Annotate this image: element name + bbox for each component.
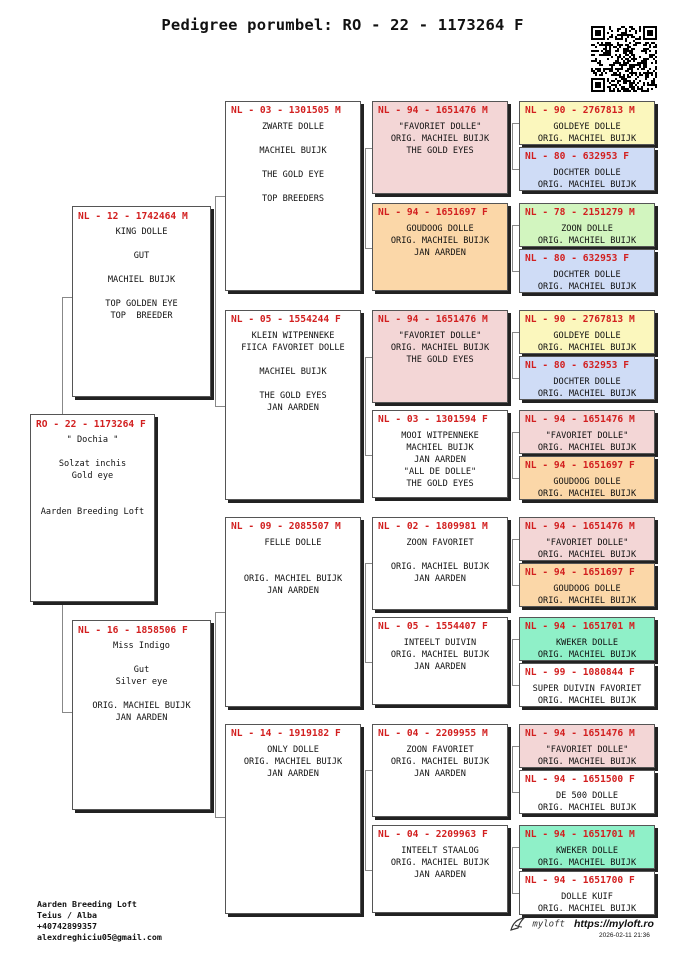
connector-line (512, 585, 519, 586)
ring-number: NL - 94 - 1651700 F (525, 875, 635, 886)
connector-line (365, 770, 372, 771)
detail-line: ZOON FAVORIET (406, 538, 474, 548)
grandparent-card[interactable] (225, 101, 361, 291)
connector-line (512, 893, 519, 894)
detail-line: FELLE DOLLE (264, 538, 322, 548)
detail-line: ORIG. MACHIEL BUIJK (390, 343, 490, 353)
connector-line (512, 332, 513, 378)
connector-line (215, 196, 216, 406)
detail-line (73, 262, 210, 274)
pigeon-details (520, 121, 654, 145)
detail-line (226, 354, 360, 366)
detail-line: Aarden Breeding Loft (40, 507, 145, 517)
detail-line: THE GOLD EYES (406, 355, 474, 365)
detail-line: ORIG. MACHIEL BUIJK (390, 650, 490, 660)
ancestor-card[interactable] (519, 724, 655, 768)
detail-line: MACHIEL BUIJK (259, 367, 327, 377)
connector-line (512, 432, 513, 478)
detail-line: GOLDEYE DOLLE (553, 331, 621, 341)
phone-number[interactable]: +40742899357 (37, 921, 97, 931)
ancestor-card[interactable] (519, 456, 655, 500)
detail-line: ORIG. MACHIEL BUIJK (537, 596, 637, 606)
detail-line: Miss Indigo (113, 641, 170, 651)
connector-line (512, 539, 519, 540)
ring-number: NL - 80 - 632953 F (525, 360, 629, 371)
connector-line (512, 746, 519, 747)
pigeon-details (520, 376, 654, 400)
pigeon-details (520, 223, 654, 247)
connector-line (365, 770, 366, 870)
pigeon-details (373, 330, 507, 366)
dam-details (73, 640, 210, 724)
ring-number: NL - 02 - 1809981 M (378, 521, 488, 532)
pigeon-details (520, 430, 654, 454)
detail-line: "FAVORIET DOLLE" (545, 538, 629, 548)
detail-line: "FAVORIET DOLLE" (398, 122, 482, 132)
connector-line (512, 847, 519, 848)
ring-number: NL - 05 - 1554407 F (378, 621, 488, 632)
ring-number: NL - 94 - 1651476 M (525, 728, 635, 739)
detail-line: Solzat inchis (58, 459, 127, 469)
detail-line: Silver eye (115, 677, 168, 687)
pigeon-details (520, 891, 654, 915)
detail-line (226, 157, 360, 169)
detail-line: KING DOLLE (115, 227, 168, 237)
detail-line: ORIG. MACHIEL BUIJK (537, 236, 637, 246)
detail-line: "FAVORIET DOLLE" (545, 745, 629, 755)
great-grandparent-card[interactable] (372, 101, 508, 194)
pigeon-details (520, 476, 654, 500)
pigeon-details (520, 845, 654, 869)
ring-number: NL - 05 - 1554244 F (231, 314, 341, 325)
pigeon-details (373, 223, 507, 259)
ancestor-card[interactable] (519, 770, 655, 814)
detail-line: ZOON FAVORIET (406, 745, 474, 755)
detail-line: JAN AARDEN (115, 713, 168, 723)
connector-line (512, 639, 519, 640)
detail-line: KLEIN WITPENNEKE (251, 331, 335, 341)
pigeon-details (520, 537, 654, 561)
subject-pigeon-card[interactable] (30, 414, 155, 602)
detail-line: TOP BREEDERS (261, 194, 325, 204)
pigeon-details (226, 744, 360, 780)
detail-line: Gold eye (71, 471, 114, 481)
detail-line: ORIG. MACHIEL BUIJK (537, 858, 637, 868)
pigeon-details (520, 330, 654, 354)
pigeon-details (373, 121, 507, 157)
loft-name: Aarden Breeding Loft (37, 899, 137, 909)
detail-line: ZWARTE DOLLE (261, 122, 325, 132)
detail-line: ORIG. MACHIEL BUIJK (390, 858, 490, 868)
connector-line (512, 378, 519, 379)
detail-line: DOCHTER DOLLE (553, 270, 621, 280)
connector-line (62, 297, 72, 298)
detail-line (226, 378, 360, 390)
detail-line: ONLY DOLLE (267, 745, 319, 755)
detail-line: MACHIEL BUIJK (107, 275, 176, 285)
connector-line (365, 662, 372, 663)
great-grandparent-card[interactable] (372, 617, 508, 705)
connector-line (512, 432, 519, 433)
detail-line: ORIG. MACHIEL BUIJK (537, 696, 637, 706)
pigeon-details (520, 583, 654, 607)
detail-line: INTEELT DUIVIN (403, 638, 477, 648)
detail-line (373, 549, 507, 561)
detail-line: ORIG. MACHIEL BUIJK (537, 443, 637, 453)
great-grandparent-card[interactable] (372, 517, 508, 610)
detail-line: ORIG. MACHIEL BUIJK (537, 803, 637, 813)
connector-line (215, 196, 225, 197)
connector-line (215, 406, 225, 407)
connector-line (512, 169, 519, 170)
detail-line: Gut (133, 665, 150, 675)
detail-line: "FAVORIET DOLLE" (398, 331, 482, 341)
detail-line: ORIG. MACHIEL BUIJK (537, 550, 637, 560)
grandparent-card[interactable] (225, 517, 361, 707)
pigeon-details (226, 121, 360, 205)
detail-line: "ALL DE DOLLE" (403, 467, 477, 477)
connector-line (365, 563, 372, 564)
pigeon-details (520, 683, 654, 707)
detail-line: MACHIEL BUIJK (259, 146, 327, 156)
ring-number: NL - 14 - 1919182 F (231, 728, 341, 739)
connector-line (365, 870, 372, 871)
detail-line (73, 688, 210, 700)
breeder-contact (37, 899, 162, 943)
ancestor-card[interactable] (519, 663, 655, 707)
detail-line: THE GOLD EYES (406, 146, 474, 156)
detail-line: ORIG. MACHIEL BUIJK (537, 489, 637, 499)
qr-code-icon (591, 26, 657, 92)
detail-line: JAN AARDEN (267, 586, 319, 596)
connector-line (215, 817, 225, 818)
detail-line: JAN AARDEN (414, 870, 466, 880)
ring-number: NL - 03 - 1301505 M (231, 105, 341, 116)
pigeon-details (373, 430, 507, 490)
subject-ring-number: RO - 22 - 1173264 F (36, 419, 146, 430)
ancestor-card[interactable] (519, 410, 655, 454)
detail-line (73, 652, 210, 664)
ancestor-card[interactable] (519, 617, 655, 661)
detail-line: KWEKER DOLLE (555, 638, 619, 648)
pigeon-details (226, 537, 360, 597)
detail-line (31, 482, 154, 494)
connector-line (215, 612, 225, 613)
sire-details (73, 226, 210, 322)
ring-number: NL - 94 - 1651476 M (525, 414, 635, 425)
detail-line: ORIG. MACHIEL BUIJK (537, 757, 637, 767)
ring-number: NL - 94 - 1651476 M (525, 521, 635, 532)
detail-line: THE GOLD EYES (259, 391, 327, 401)
detail-line: FIICA FAVORIET DOLLE (241, 343, 345, 353)
great-grandparent-card[interactable] (372, 310, 508, 403)
connector-line (365, 455, 372, 456)
subject-details (31, 434, 154, 518)
great-grandparent-card[interactable] (372, 410, 508, 498)
pigeon-details (373, 744, 507, 780)
ring-number: NL - 09 - 2085507 M (231, 521, 341, 532)
detail-line (226, 181, 360, 193)
sire-ring-number: NL - 12 - 1742464 M (78, 211, 188, 222)
detail-line: ORIG. MACHIEL BUIJK (537, 904, 637, 914)
detail-line (73, 238, 210, 250)
detail-line: MACHIEL BUIJK (406, 443, 474, 453)
pigeon-details (520, 167, 654, 191)
great-grandparent-card[interactable] (372, 203, 508, 291)
ring-number: NL - 04 - 2209963 F (378, 829, 488, 840)
ring-number: NL - 94 - 1651697 F (378, 207, 488, 218)
detail-line: INTEELT STAALOG (401, 846, 479, 856)
detail-line: ORIG. MACHIEL BUIJK (390, 134, 490, 144)
pigeon-details (226, 330, 360, 414)
detail-line: DOCHTER DOLLE (553, 168, 621, 178)
ring-number: NL - 78 - 2151279 M (525, 207, 635, 218)
ring-number: NL - 90 - 2767813 M (525, 105, 635, 116)
detail-line (73, 286, 210, 298)
detail-line: DOLLE KUIF (561, 892, 613, 902)
dam-card[interactable] (72, 620, 211, 810)
connector-line (365, 248, 372, 249)
detail-line: ORIG. MACHIEL BUIJK (390, 757, 490, 767)
ring-number: NL - 94 - 1651697 F (525, 567, 635, 578)
detail-line: ORIG. MACHIEL BUIJK (537, 343, 637, 353)
ancestor-card[interactable] (519, 203, 655, 247)
detail-line: ZOON DOLLE (561, 224, 613, 234)
connector-line (512, 639, 513, 685)
sire-card[interactable] (72, 206, 211, 397)
ring-number: NL - 80 - 632953 F (525, 253, 629, 264)
connector-line (365, 357, 366, 455)
detail-line: GOUDOOG DOLLE (406, 224, 474, 234)
great-grandparent-card[interactable] (372, 724, 508, 817)
generated-timestamp: 2026-02-11 21:36 (599, 932, 650, 939)
detail-line: ORIG. MACHIEL BUIJK (243, 574, 343, 584)
detail-line: "FAVORIET DOLLE" (545, 431, 629, 441)
detail-line: JAN AARDEN (267, 769, 319, 779)
connector-line (512, 123, 519, 124)
detail-line (226, 549, 360, 561)
detail-line: GUT (133, 251, 150, 261)
ring-number: NL - 99 - 1080844 F (525, 667, 635, 678)
detail-line: THE GOLD EYE (261, 170, 325, 180)
pigeon-details (520, 790, 654, 814)
detail-line: GOUDOOG DOLLE (553, 477, 621, 487)
ancestor-card[interactable] (519, 356, 655, 400)
ancestor-card[interactable] (519, 825, 655, 869)
detail-line: GOUDOOG DOLLE (553, 584, 621, 594)
detail-line (226, 561, 360, 573)
connector-line (512, 225, 513, 271)
detail-line: JAN AARDEN (414, 248, 466, 258)
detail-line: JAN AARDEN (414, 769, 466, 779)
connector-line (512, 271, 519, 272)
ring-number: NL - 80 - 632953 F (525, 151, 629, 162)
detail-line (226, 133, 360, 145)
detail-line: ORIG. MACHIEL BUIJK (537, 282, 637, 292)
connector-line (512, 847, 513, 893)
grandparent-card[interactable] (225, 724, 361, 914)
ring-number: NL - 94 - 1651500 F (525, 774, 635, 785)
ring-number: NL - 04 - 2209955 M (378, 728, 488, 739)
connector-line (512, 225, 519, 226)
dam-ring-number: NL - 16 - 1858506 F (78, 625, 188, 636)
detail-line: " Dochia " (66, 435, 119, 445)
detail-line (31, 494, 154, 506)
ancestor-card[interactable] (519, 249, 655, 293)
detail-line: TOP GOLDEN EYE (105, 299, 178, 309)
connector-line (365, 357, 372, 358)
email-address[interactable]: alexdreghiciu05@gmail.com (37, 932, 162, 942)
connector-line (62, 712, 72, 713)
pigeon-logo-icon (509, 915, 527, 933)
connector-line (365, 148, 366, 248)
connector-line (512, 539, 513, 585)
detail-line: ORIG. MACHIEL BUIJK (390, 236, 490, 246)
detail-line: DE 500 DOLLE (555, 791, 619, 801)
detail-line: ORIG. MACHIEL BUIJK (537, 389, 637, 399)
connector-line (365, 148, 372, 149)
detail-line: JAN AARDEN (414, 574, 466, 584)
detail-line: SUPER DUIVIN FAVORIET (532, 684, 642, 694)
detail-line: KWEKER DOLLE (555, 846, 619, 856)
connector-line (365, 563, 366, 662)
detail-line: JAN AARDEN (267, 403, 319, 413)
ancestor-card[interactable] (519, 310, 655, 354)
website-link[interactable]: https://myloft.ro (574, 918, 654, 930)
ring-number: NL - 03 - 1301594 F (378, 414, 488, 425)
pigeon-details (520, 269, 654, 293)
connector-line (512, 123, 513, 169)
ring-number: NL - 94 - 1651701 M (525, 621, 635, 632)
detail-line: THE GOLD EYES (406, 479, 474, 489)
connector-line (512, 478, 519, 479)
ancestor-card[interactable] (519, 101, 655, 145)
loft-location: Teius / Alba (37, 910, 97, 920)
detail-line (31, 446, 154, 458)
detail-line: ORIG. MACHIEL BUIJK (243, 757, 343, 767)
ancestor-card[interactable] (519, 871, 655, 915)
connector-line (512, 792, 519, 793)
pigeon-details (520, 637, 654, 661)
detail-line: MOOI WITPENNEKE (401, 431, 479, 441)
detail-line: JAN AARDEN (414, 662, 466, 672)
detail-line: JAN AARDEN (414, 455, 466, 465)
detail-line: ORIG. MACHIEL BUIJK (537, 180, 637, 190)
connector-line (512, 685, 519, 686)
pigeon-details (373, 637, 507, 673)
grandparent-card[interactable] (225, 310, 361, 500)
detail-line: DOCHTER DOLLE (553, 377, 621, 387)
detail-line: ORIG. MACHIEL BUIJK (92, 701, 191, 711)
connector-line (215, 612, 216, 817)
connector-line (512, 332, 519, 333)
ring-number: NL - 94 - 1651476 M (378, 105, 488, 116)
ring-number: NL - 94 - 1651476 M (378, 314, 488, 325)
detail-line: ORIG. MACHIEL BUIJK (537, 650, 637, 660)
page-title: Pedigree porumbel: RO - 22 - 1173264 F (161, 16, 524, 34)
detail-line: TOP BREEDER (110, 311, 173, 321)
ring-number: NL - 94 - 1651701 M (525, 829, 635, 840)
pigeon-details (373, 537, 507, 585)
ring-number: NL - 90 - 2767813 M (525, 314, 635, 325)
pigeon-details (520, 744, 654, 768)
detail-line: ORIG. MACHIEL BUIJK (390, 562, 490, 572)
ancestor-card[interactable] (519, 563, 655, 607)
connector-line (512, 746, 513, 792)
detail-line: GOLDEYE DOLLE (553, 122, 621, 132)
pigeon-details (373, 845, 507, 881)
ring-number: NL - 94 - 1651697 F (525, 460, 635, 471)
ancestor-card[interactable] (519, 147, 655, 191)
myloft-logo (509, 915, 565, 933)
detail-line: ORIG. MACHIEL BUIJK (537, 134, 637, 144)
logo-text: myloft (532, 919, 565, 930)
ancestor-card[interactable] (519, 517, 655, 561)
great-grandparent-card[interactable] (372, 825, 508, 913)
